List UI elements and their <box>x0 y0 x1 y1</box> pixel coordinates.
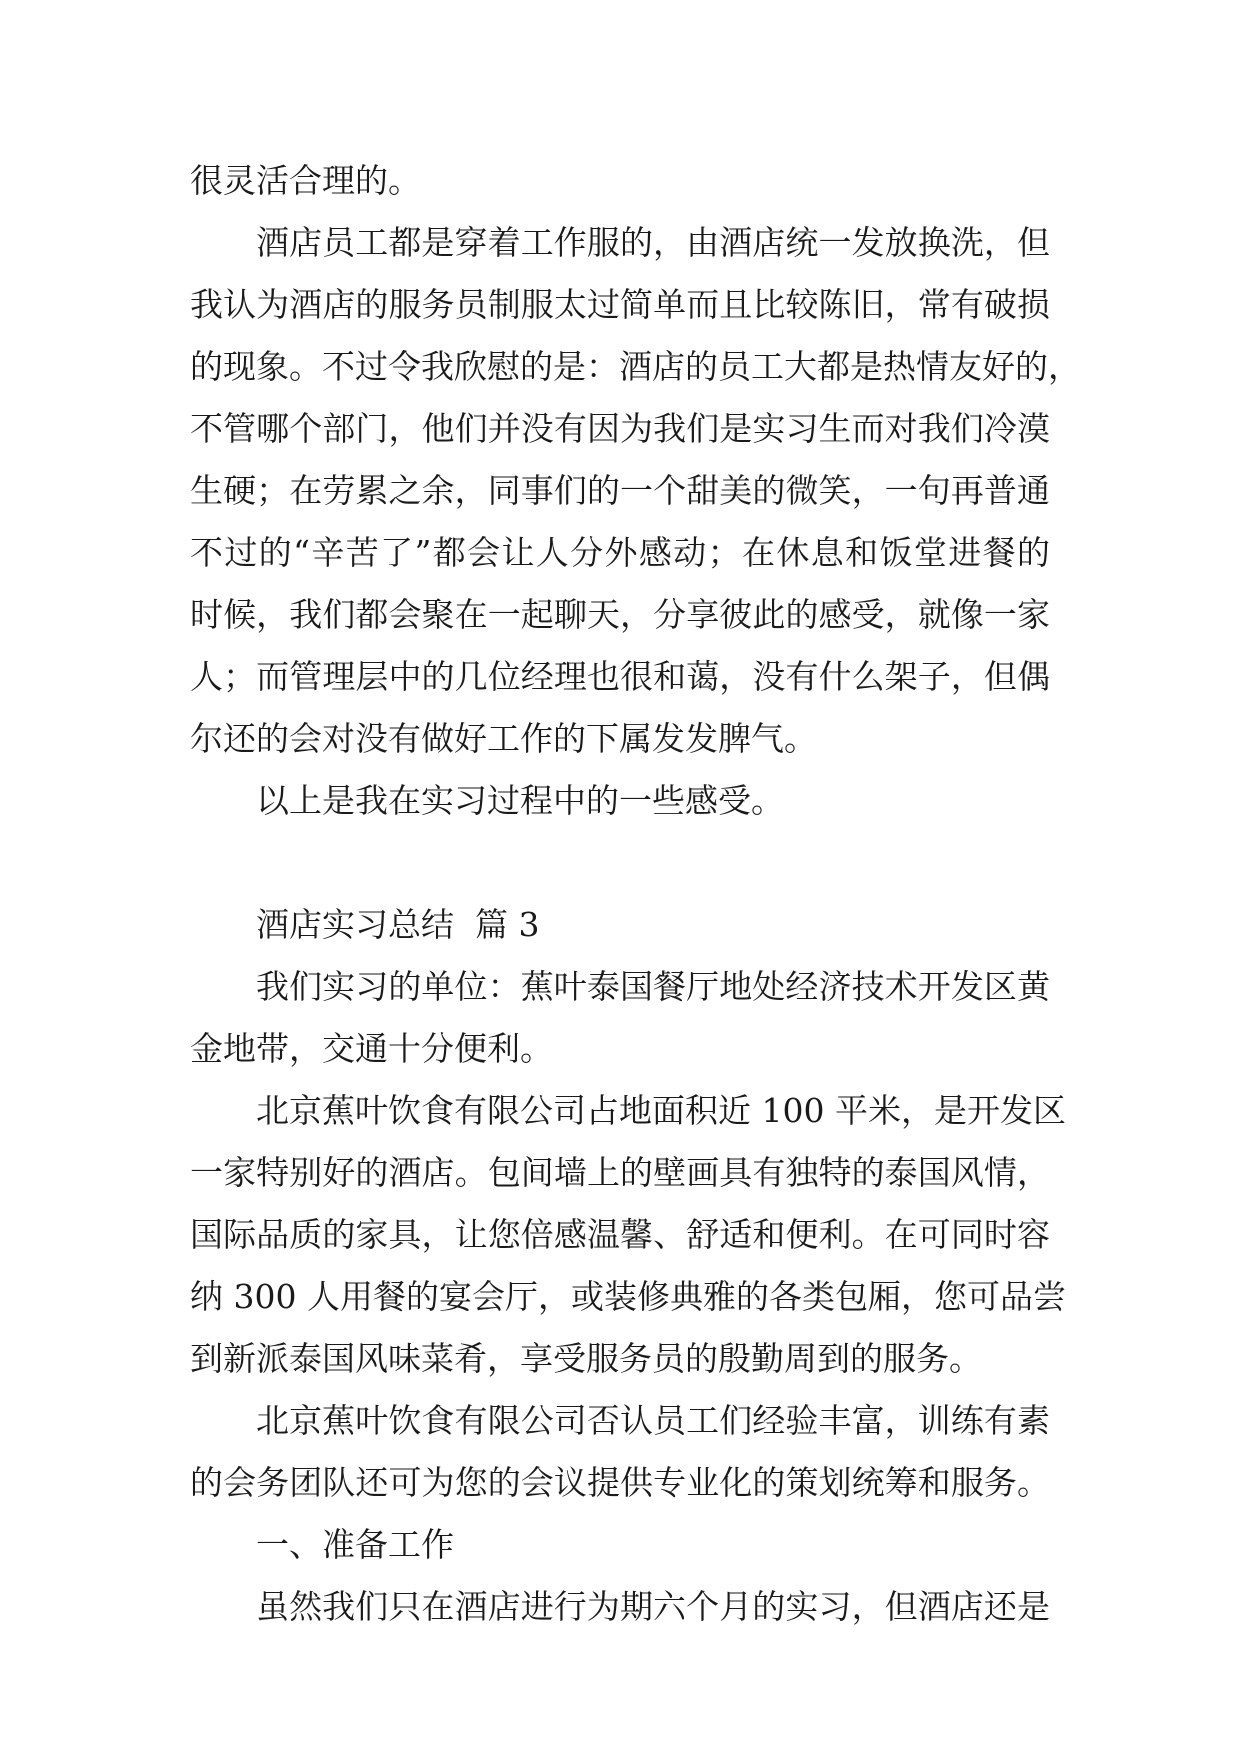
uniform-paragraph-line-9: 尔还的会对没有做好工作的下属发发脾气。 <box>190 719 817 758</box>
uniform-paragraph-line-3: 的现象。不过令我欣慰的是：酒店的员工大都是热情友好的， <box>190 347 1081 386</box>
summary-paragraph-line: 以上是我在实习过程中的一些感受。 <box>256 781 784 820</box>
location-paragraph-line-2: 金地带，交通十分便利。 <box>190 1029 553 1068</box>
location-paragraph-line-1: 我们实习的单位：蕉叶泰国餐厅地处经济技术开发区黄 <box>256 967 1050 1006</box>
section-title: 酒店实习总结 篇 3 <box>256 905 540 944</box>
prep-heading: 一、准备工作 <box>256 1525 454 1564</box>
document-page <box>190 150 1081 1638</box>
uniform-paragraph-line-6: 不过的“辛苦了”都会让人分外感动；在休息和饭堂进餐的 <box>190 533 1050 572</box>
uniform-paragraph-line-1: 酒店员工都是穿着工作服的，由酒店统一发放换洗，但 <box>256 223 1050 262</box>
team-paragraph-line-2: 的会务团队还可为您的会议提供专业化的策划统筹和服务。 <box>190 1463 1050 1502</box>
uniform-paragraph-line-5: 生硬；在劳累之余，同事们的一个甜美的微笑，一句再普通 <box>190 471 1050 510</box>
uniform-paragraph-line-2: 我认为酒店的服务员制服太过简单而且比较陈旧，常有破损 <box>190 285 1050 324</box>
company-paragraph-line-4: 纳 300 人用餐的宴会厅，或装修典雅的各类包厢，您可品尝 <box>190 1277 1066 1316</box>
company-paragraph-line-2: 一家特别好的酒店。包间墙上的壁画具有独特的泰国风情， <box>190 1153 1050 1192</box>
company-paragraph-line-3: 国际品质的家具，让您倍感温馨、舒适和便利。在可同时容 <box>190 1215 1050 1254</box>
uniform-paragraph-line-4: 不管哪个部门，他们并没有因为我们是实习生而对我们冷漠 <box>190 409 1050 448</box>
section-spacer <box>190 832 1050 894</box>
team-paragraph-line-1: 北京蕉叶饮食有限公司否认员工们经验丰富，训练有素 <box>256 1401 1050 1440</box>
company-paragraph-line-5: 到新派泰国风味菜肴，享受服务员的殷勤周到的服务。 <box>190 1339 982 1378</box>
company-paragraph-line-1: 北京蕉叶饮食有限公司占地面积近 100 平米，是开发区 <box>256 1091 1066 1130</box>
uniform-paragraph-line-7: 时候，我们都会聚在一起聊天，分享彼此的感受，就像一家 <box>190 595 1050 634</box>
uniform-paragraph-line-8: 人；而管理层中的几位经理也很和蔼，没有什么架子，但偶 <box>190 657 1050 696</box>
paragraph-tail-line: 很灵活合理的。 <box>190 161 421 200</box>
prep-paragraph-line-1: 虽然我们只在酒店进行为期六个月的实习，但酒店还是 <box>256 1587 1050 1626</box>
